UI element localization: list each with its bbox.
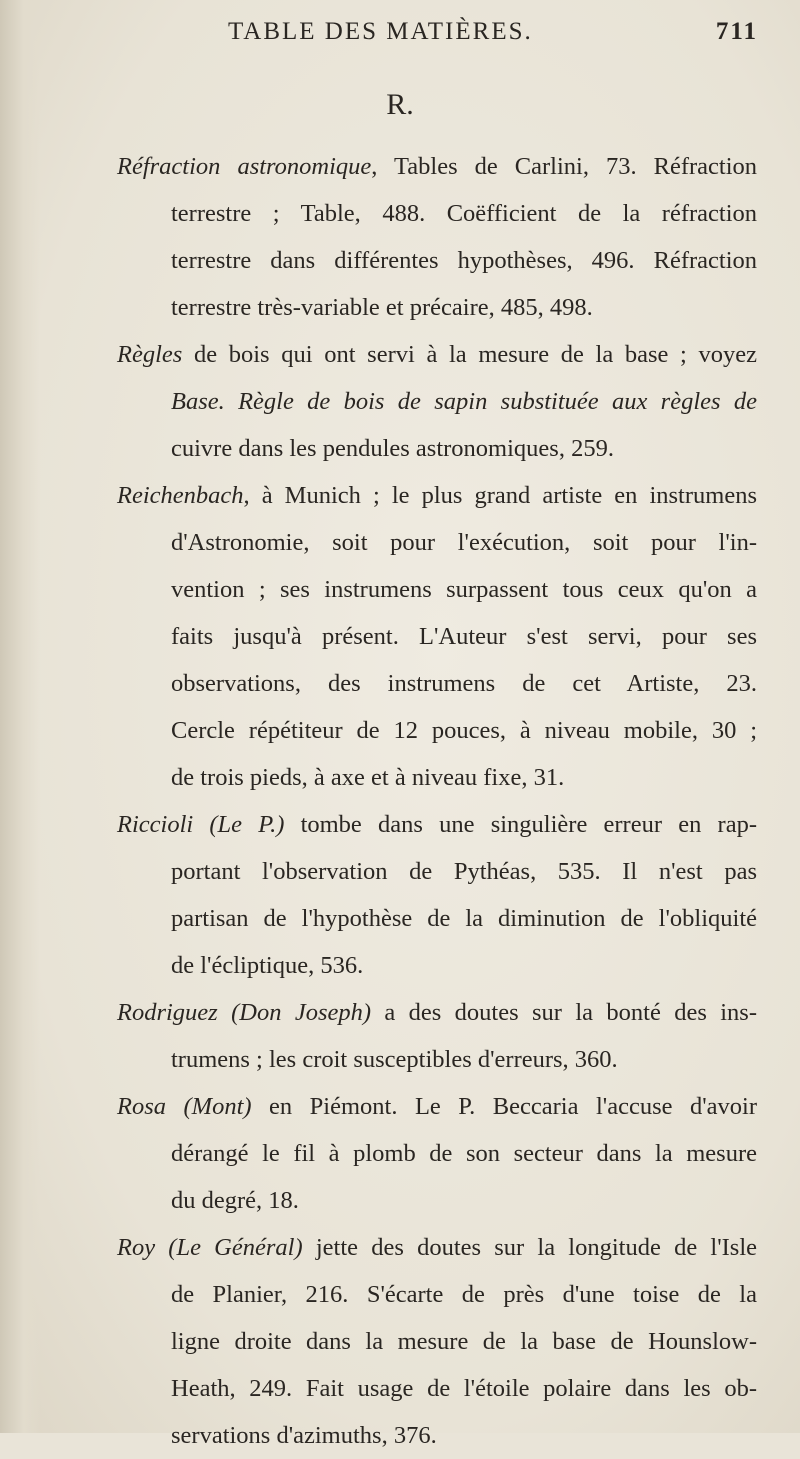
index-entry xyxy=(117,143,757,331)
entry-headword: Réfraction astronomique xyxy=(117,153,372,180)
entry-first-line xyxy=(117,1224,757,1271)
index-entry xyxy=(117,1224,757,1459)
entry-line: observations, des instrumens de cet Artiste, 23. xyxy=(171,670,757,697)
entry-text: a des doutes sur la bonté des ins- xyxy=(371,999,757,1026)
entry-line: Base. Règle de bois de sapin substituée aux règles de xyxy=(171,388,757,415)
entry-line: de trois pieds, à axe et à niveau fixe, 31. xyxy=(171,764,565,791)
entry-text: tombe dans une singulière erreur en rap- xyxy=(284,811,757,838)
running-header xyxy=(228,18,758,58)
index-entry xyxy=(117,331,757,472)
entry-text: de bois qui ont servi à la mesure de la base ; voyez xyxy=(182,341,757,368)
entry-line: partisan de l'hypothèse de la diminution de l'obliquité xyxy=(171,905,757,932)
entry-first-line xyxy=(117,1083,757,1130)
entry-text: en Piémont. Le P. Beccaria l'accuse d'avoir xyxy=(251,1093,757,1120)
entry-line: du degré, 18. xyxy=(171,1187,299,1214)
entry-line: servations d'azimuths, 376. xyxy=(171,1422,437,1449)
index-entry xyxy=(117,472,757,801)
entry-headword: Rodriguez (Don Joseph) xyxy=(117,999,372,1026)
entry-text: jette des doutes sur la longitude de l'Isle xyxy=(302,1234,757,1261)
entry-line: terrestre très-variable et précaire, 485, 498. xyxy=(171,294,593,321)
index-entry xyxy=(117,989,757,1083)
entry-line: Cercle répétiteur de 12 pouces, à niveau mobile, 30 ; xyxy=(171,717,757,744)
entry-line: de l'écliptique, 536. xyxy=(171,952,364,979)
entry-first-line xyxy=(117,472,757,519)
section-letter-r: R. xyxy=(386,88,414,121)
entry-headword: Riccioli (Le P.) xyxy=(117,811,285,838)
entry-line: faits jusqu'à présent. L'Auteur s'est servi, pour ses xyxy=(171,623,757,650)
entry-first-line xyxy=(117,801,757,848)
entry-line: terrestre dans différentes hypothèses, 496. Réfraction xyxy=(171,247,757,274)
page-edge-shadow xyxy=(0,0,40,1433)
entry-first-line xyxy=(117,143,757,190)
entry-line: cuivre dans les pendules astronomiques, 259. xyxy=(171,435,614,462)
header-title: TABLE DES MATIÈRES. xyxy=(228,18,533,45)
entry-line: portant l'observation de Pythéas, 535. Il n'est pas xyxy=(171,858,757,885)
entry-headword: Reichenbach xyxy=(117,482,244,509)
entry-first-line xyxy=(117,331,757,378)
entry-line: dérangé le fil à plomb de son secteur dans la mesure xyxy=(171,1140,757,1167)
entry-headword: Rosa (Mont) xyxy=(117,1093,252,1120)
entry-line: vention ; ses instrumens surpassent tous ceux qu'on a xyxy=(171,576,757,603)
entry-line: terrestre ; Table, 488. Coëfficient de la réfraction xyxy=(171,200,757,227)
entry-first-line xyxy=(117,989,757,1036)
entry-headword: Roy (Le Général) xyxy=(117,1234,303,1261)
page-number: 711 xyxy=(715,18,758,45)
entry-text: , à Munich ; le plus grand artiste en instrumens xyxy=(243,482,757,509)
entry-line: ligne droite dans la mesure de la base de Hounslow- xyxy=(171,1328,757,1355)
entry-line: Heath, 249. Fait usage de l'étoile polaire dans les ob- xyxy=(171,1375,757,1402)
entry-text: , Tables de Carlini, 73. Réfraction xyxy=(371,153,758,180)
entry-headword: Règles xyxy=(117,341,183,368)
entry-line: d'Astronomie, soit pour l'exécution, soit pour l'in- xyxy=(171,529,757,556)
entry-line: de Planier, 216. S'écarte de près d'une toise de la xyxy=(171,1281,757,1308)
index-entry xyxy=(117,801,757,989)
index-entry xyxy=(117,1083,757,1224)
entry-line: trumens ; les croit susceptibles d'erreurs, 360. xyxy=(171,1046,618,1073)
